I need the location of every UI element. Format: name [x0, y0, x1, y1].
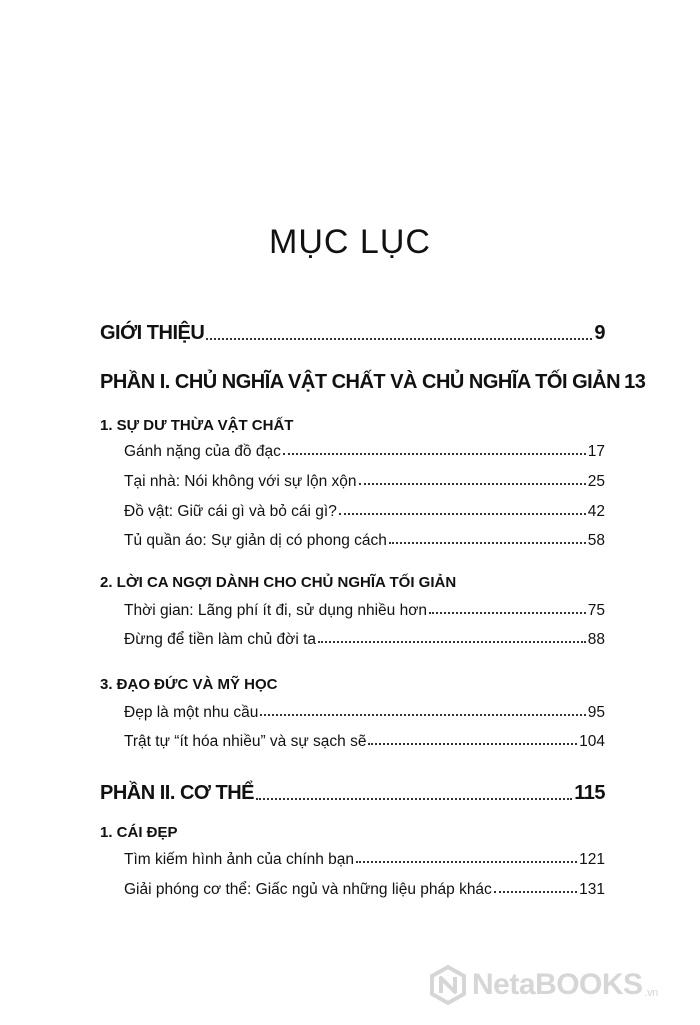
- toc-page-number: 25: [587, 473, 605, 490]
- toc-entry[interactable]: [124, 473, 605, 491]
- n-logo-icon: [430, 965, 466, 1005]
- dot-leader: [206, 338, 592, 340]
- toc-entry-label: Trật tự “ít hóa nhiều” và sự sạch sẽ: [124, 733, 367, 750]
- dot-leader: [356, 861, 577, 863]
- dot-leader: [283, 453, 586, 455]
- toc-page-number: 95: [587, 704, 605, 721]
- chapter-heading: 1. CÁI ĐẸP: [100, 824, 178, 841]
- chapter-heading: 1. SỰ DƯ THỪA VẬT CHẤT: [100, 417, 294, 434]
- toc-page-number: 9: [594, 322, 605, 344]
- toc-entry[interactable]: [124, 881, 605, 899]
- toc-entry[interactable]: [124, 704, 605, 722]
- toc-entry[interactable]: [124, 532, 605, 550]
- dot-leader: [389, 542, 586, 544]
- toc-entry-label: Đẹp là một nhu cầu: [124, 704, 259, 721]
- toc-entry-label: Tại nhà: Nói không với sự lộn xộn: [124, 473, 357, 490]
- toc-entry-label: Đồ vật: Giữ cái gì và bỏ cái gì?: [124, 503, 337, 520]
- toc-entry-part1[interactable]: [100, 371, 646, 394]
- watermark: [430, 965, 658, 1005]
- dot-leader: [429, 612, 586, 614]
- toc-page-number: 104: [579, 733, 605, 750]
- toc-page-number: 75: [587, 602, 605, 619]
- toc-entry-intro[interactable]: [100, 322, 605, 345]
- chapter-heading: 3. ĐẠO ĐỨC VÀ MỸ HỌC: [100, 676, 278, 693]
- dot-leader: [368, 743, 577, 745]
- toc-page-number: 115: [574, 782, 605, 804]
- toc-entry[interactable]: [124, 443, 605, 461]
- dot-leader: [260, 714, 585, 716]
- dot-leader: [339, 513, 586, 515]
- toc-entry-label: Gánh nặng của đồ đạc: [124, 443, 281, 460]
- toc-entry-part2[interactable]: [100, 782, 605, 805]
- watermark-brand: NetaBOOKS: [472, 968, 643, 1001]
- watermark-tld: .vn: [644, 987, 658, 999]
- toc-page-number: 88: [587, 631, 605, 648]
- toc-entry-label: PHẦN II. CƠ THỂ: [100, 782, 255, 804]
- toc-entry-label: Tủ quần áo: Sự giản dị có phong cách: [124, 532, 387, 549]
- toc-entry[interactable]: [124, 851, 605, 869]
- toc-page-number: 121: [579, 851, 605, 868]
- chapter-heading: 2. LỜI CA NGỢI DÀNH CHO CHỦ NGHĨA TỐI GIẢN: [100, 574, 457, 591]
- toc-entry[interactable]: [124, 733, 605, 751]
- page-title: MỤC LỤC: [269, 222, 431, 261]
- toc-entry[interactable]: [124, 503, 605, 521]
- toc-entry-label: Thời gian: Lãng phí ít đi, sử dụng nhiều hơn: [124, 602, 428, 619]
- toc-entry[interactable]: [124, 631, 605, 649]
- toc-entry-label: GIỚI THIỆU: [100, 322, 205, 344]
- toc-page-number: 58: [587, 532, 605, 549]
- toc-entry-label: Đừng để tiền làm chủ đời ta: [124, 631, 317, 648]
- toc-entry-label: Tìm kiếm hình ảnh của chính bạn: [124, 851, 355, 868]
- toc-page-number: 131: [579, 881, 605, 898]
- toc-entry-label: Giải phóng cơ thể: Giấc ngủ và những liệu pháp khác: [124, 881, 492, 898]
- dot-leader: [359, 483, 586, 485]
- dot-leader: [494, 891, 577, 893]
- toc-page-number: 17: [587, 443, 605, 460]
- toc-entry-label: PHẦN I. CHỦ NGHĨA VẬT CHẤT VÀ CHỦ NGHĨA TỐI GIẢN: [100, 371, 621, 393]
- toc-entry[interactable]: [124, 602, 605, 620]
- toc-page-number: 13: [624, 371, 646, 393]
- dot-leader: [318, 641, 586, 643]
- dot-leader: [256, 798, 572, 800]
- toc-page-number: 42: [587, 503, 605, 520]
